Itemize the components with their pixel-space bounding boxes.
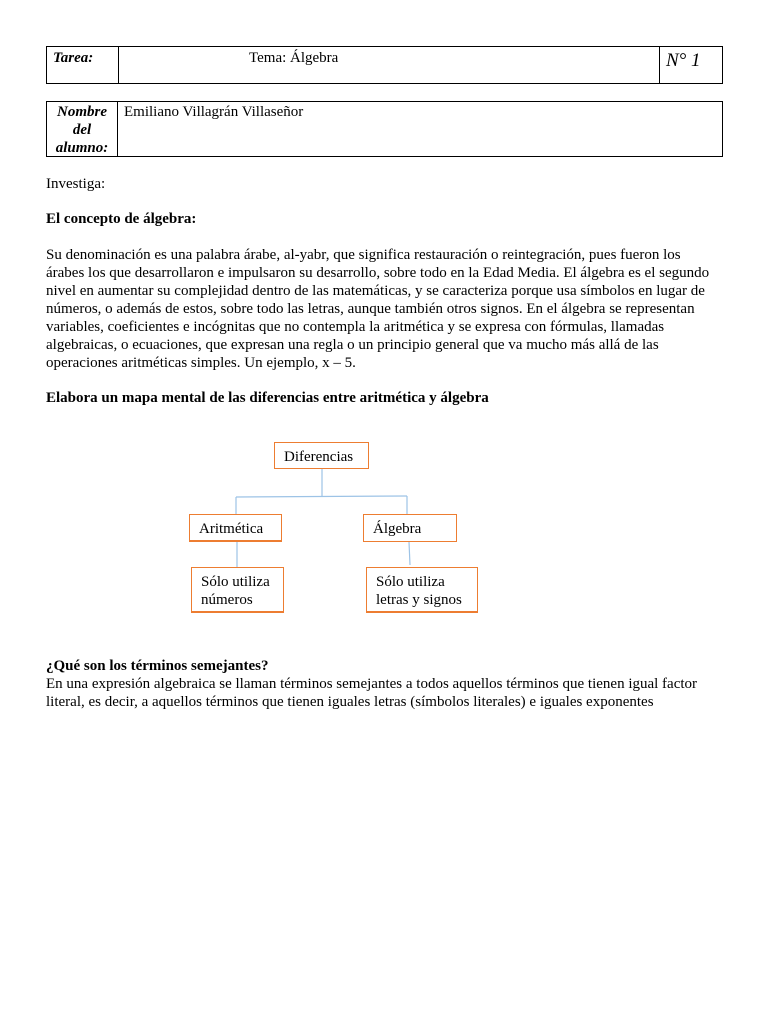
tarea-label: Tarea: [53, 50, 94, 66]
task-number: N° 1 [666, 50, 701, 71]
investiga-label: Investiga: [46, 176, 106, 192]
student-label-line2: del [72, 122, 92, 138]
mindmap-instruction: Elabora un mapa mental de las diferencias entre aritmética y álgebra [46, 390, 489, 406]
semejantes-heading: ¿Qué son los términos semejantes? [46, 658, 269, 674]
student-label-line3: alumno: [55, 140, 109, 156]
mindmap-aritmetica-node: Aritmética [189, 514, 282, 542]
algebra-desc-line2: letras y signos [376, 592, 462, 608]
algebra-desc-line1: Sólo utiliza [376, 574, 445, 590]
aritmetica-desc-line2: números [201, 592, 253, 608]
student-name: Emiliano Villagrán Villaseñor [124, 104, 304, 120]
mindmap-algebra-node: Álgebra [363, 514, 457, 542]
student-label-line1: Nombre [57, 104, 107, 120]
tema-title: Tema: Álgebra [249, 50, 339, 66]
semejantes-paragraph: En una expresión algebraica se llaman términos semejantes a todos aquellos términos que tienen igual factor literal, es decir, a aquellos términos que tienen iguales letras (símbolos literales) e iguales exponentes [46, 676, 698, 710]
mindmap-aritmetica-desc [191, 567, 284, 613]
aritmetica-desc-line1: Sólo utiliza [201, 574, 270, 590]
concept-paragraph: Su denominación es una palabra árabe, al-yabr, que significa restauración o reintegración, pues fueron los árabes los que desarrollaron e impulsaron su desarrollo, sobre todo en la Edad Media. El álgebra es el segundo nivel en aumentar su complejidad dentro de las matemáticas, y se caracteriza porque usa símbolos en lugar de números, o además de estos, sobre todo las letras, aunque también otros signos. En el álgebra se representan variables, coeficientes e incógnitas que no contempla la aritmética y se expresa con fórmulas, llamadas algebraicas, o ecuaciones, que expresan una regla o un principio general que va mucho más allá de las operaciones aritméticas simples. Un ejemplo, x – 5. [46, 247, 710, 371]
mindmap-root-node: Diferencias [274, 442, 369, 469]
concept-heading: El concepto de álgebra: [46, 211, 197, 227]
mindmap-algebra-desc [366, 567, 478, 613]
